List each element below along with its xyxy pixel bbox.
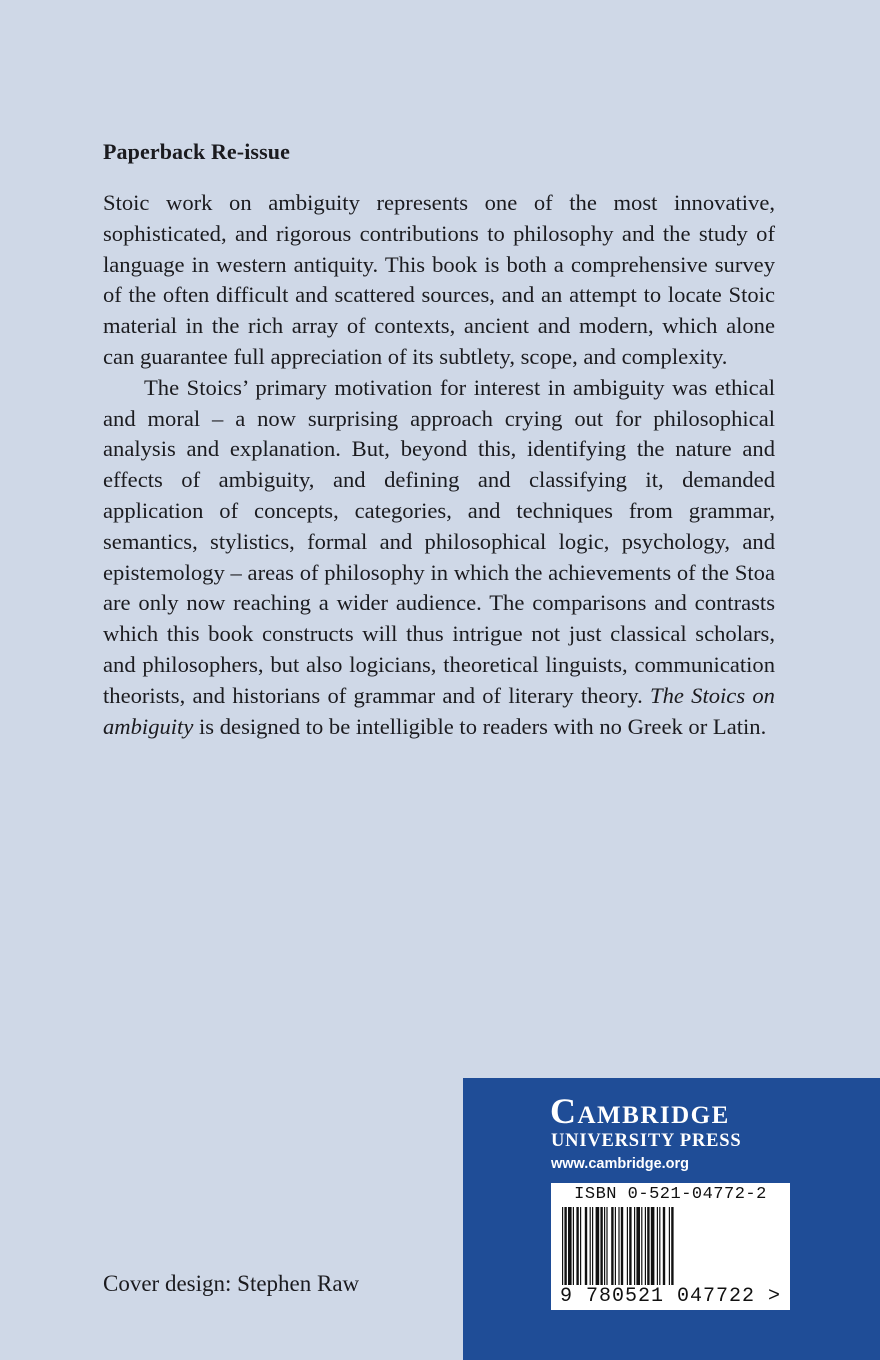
barcode-bar xyxy=(606,1207,607,1285)
barcode-bar xyxy=(596,1207,600,1285)
blurb-paragraph-2-end: is designed to be intelligible to readers with no Greek or Latin. xyxy=(193,713,767,739)
barcode-bar xyxy=(671,1207,673,1285)
barcode-bar xyxy=(657,1207,658,1285)
publisher-block xyxy=(463,1078,880,1360)
barcode-bar xyxy=(629,1207,631,1285)
barcode-bar xyxy=(604,1207,605,1285)
barcode-bar xyxy=(669,1207,670,1285)
barcode-bar xyxy=(576,1207,578,1285)
section-heading: Paperback Re-issue xyxy=(103,139,290,164)
barcode-bar xyxy=(611,1207,613,1285)
barcode-bar xyxy=(634,1207,635,1285)
barcode-bar xyxy=(647,1207,649,1285)
barcode-image xyxy=(562,1207,784,1285)
publisher-logo-text: Cambridge xyxy=(550,1091,730,1131)
blurb-text xyxy=(103,188,775,742)
barcode-bar xyxy=(590,1207,591,1285)
barcode-panel xyxy=(551,1183,790,1310)
cover-design-credit: Cover design: Stephen Raw xyxy=(103,1271,360,1296)
barcode-bar xyxy=(573,1207,574,1285)
barcode-bar xyxy=(568,1207,572,1285)
barcode-bar xyxy=(663,1207,665,1285)
barcode-bar xyxy=(659,1207,660,1285)
barcode-bar xyxy=(600,1207,602,1285)
barcode-bar xyxy=(645,1207,646,1285)
barcode-bar xyxy=(621,1207,623,1285)
barcode-bar xyxy=(627,1207,628,1285)
barcode-bar xyxy=(564,1207,566,1285)
book-title-italic: The Stoics on ambiguity xyxy=(103,682,775,739)
barcode-bar xyxy=(562,1207,563,1285)
barcode-bar xyxy=(615,1207,616,1285)
barcode-bar xyxy=(585,1207,587,1285)
barcode-bar xyxy=(580,1207,581,1285)
barcode-bar xyxy=(651,1207,655,1285)
isbn-label: ISBN 0-521-04772-2 xyxy=(574,1185,767,1204)
publisher-subtitle: UNIVERSITY PRESS xyxy=(551,1131,742,1151)
barcode-bar xyxy=(641,1207,642,1285)
publisher-url: www.cambridge.org xyxy=(551,1156,690,1172)
blurb-paragraph-2 xyxy=(103,373,775,743)
blurb-paragraph-2-start: The Stoics’ primary motivation for interest in ambiguity was ethical and moral – a now surprising approach crying out for philosophical analysis and explanation. But, beyond this, identifying the nature and effects of ambiguity, and defining and classifying it, demanded application of concepts, categories, and techniques from grammar, semantics, stylistics, formal and philosophical logic, psychology, and epistemology – areas of philosophy in which the achievements of the Stoa are only now reaching a wider audience. The comparisons and contrasts which this book constructs will thus intrigue not just classical scholars, and philosophers, but also logicians, theoretical linguists, communication theorists, and historians of grammar and of literary theory. xyxy=(103,374,775,708)
barcode-bar xyxy=(636,1207,640,1285)
blurb-paragraph-1: Stoic work on ambiguity represents one of the most innovative, sophisticated, and rigorous contributions to philosophy and the study of language in western antiquity. This book is both a comprehensive survey of the often difficult and scattered sources, and an attempt to locate Stoic material in the rich array of contexts, ancient and modern, which alone can guarantee full appreciation of its subtlety, scope, and complexity. xyxy=(103,190,775,369)
barcode-bar xyxy=(592,1207,593,1285)
barcode-bar xyxy=(618,1207,619,1285)
ean-digits: 9 780521 047722 > xyxy=(559,1285,782,1308)
